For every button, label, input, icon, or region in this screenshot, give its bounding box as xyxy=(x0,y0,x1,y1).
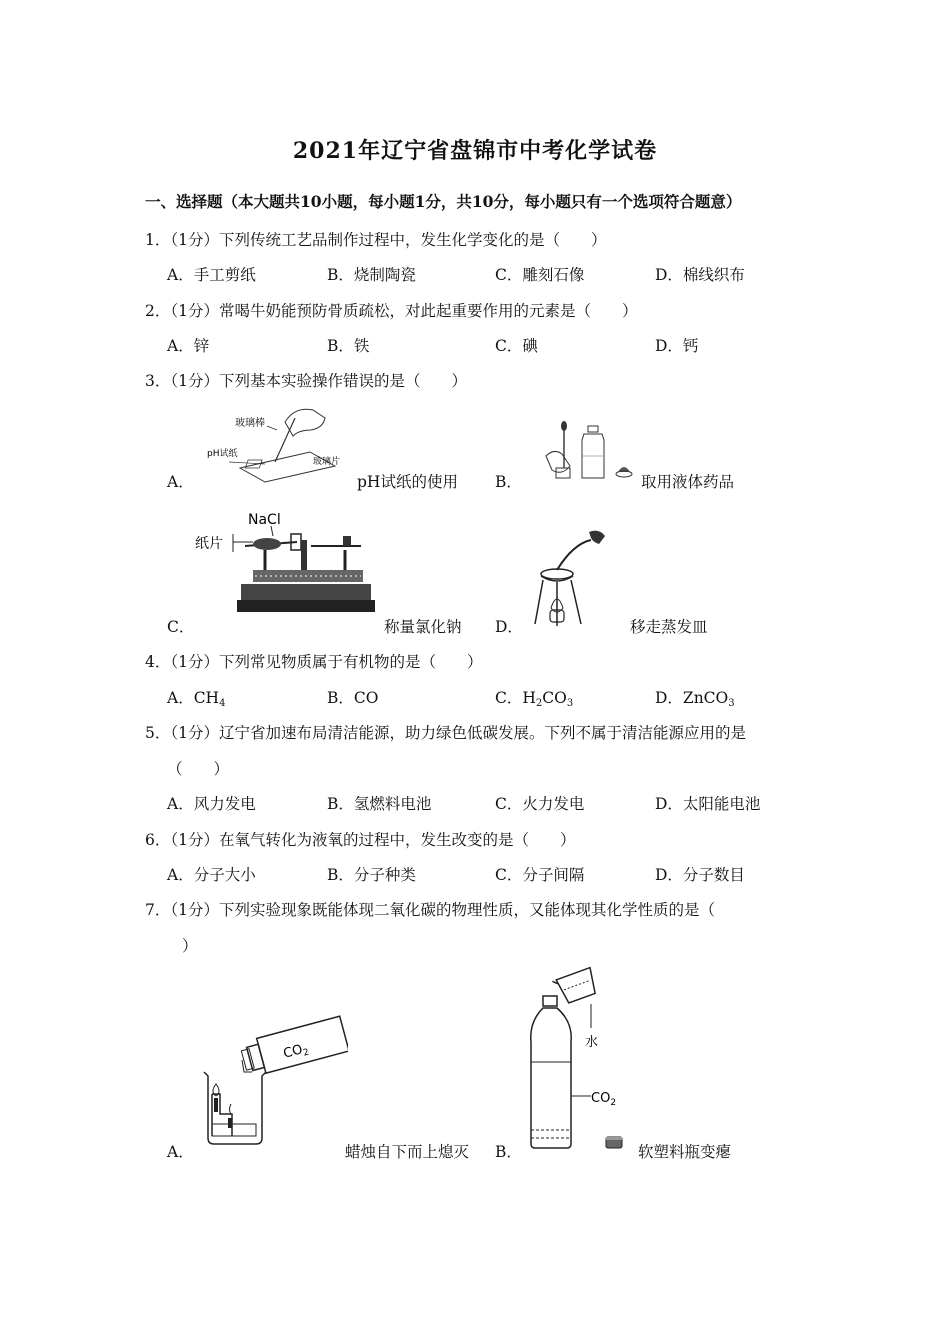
ph-test-figure xyxy=(195,400,355,490)
q5-option-c[interactable]: C．火力发电 xyxy=(495,795,585,813)
q3-option-d[interactable]: D． xyxy=(495,618,523,636)
dropper-figure xyxy=(540,418,640,484)
q4-option-d[interactable]: D．ZnCO$_3$ xyxy=(655,689,735,709)
co2-sub-a: 2 xyxy=(302,1047,311,1059)
q7-caption-b: 软塑料瓶变瘪 xyxy=(638,1143,732,1161)
q1-option-b[interactable]: B．烧制陶瓷 xyxy=(327,266,416,284)
question-4: 4．（1分）下列常见物质属于有机物的是（ ） xyxy=(145,653,483,671)
question-5: 5．（1分）辽宁省加速布局清洁能源，助力绿色低碳发展。下列不属于清洁能源应用的是 xyxy=(145,724,746,742)
question-6: 6．（1分）在氧气转化为液氧的过程中，发生改变的是（ ） xyxy=(145,831,576,849)
q5-option-d[interactable]: D．太阳能电池 xyxy=(655,795,761,813)
balance-figure xyxy=(193,506,378,621)
q2-option-d[interactable]: D．钙 xyxy=(655,337,699,355)
question-3: 3．（1分）下列基本实验操作错误的是（ ） xyxy=(145,372,467,390)
co2-sub-b: 2 xyxy=(610,1098,617,1108)
q6-option-b[interactable]: B．分子种类 xyxy=(327,866,416,884)
q3-caption-b: 取用液体药品 xyxy=(641,473,735,491)
plastic-bottle-figure xyxy=(525,962,635,1152)
q3-option-a[interactable]: A． xyxy=(167,473,194,491)
q3-option-c[interactable]: C． xyxy=(167,618,195,636)
q7-option-a[interactable]: A． xyxy=(167,1143,194,1161)
q3-caption-a: pH试纸的使用 xyxy=(357,473,458,491)
q1-option-c[interactable]: C．雕刻石像 xyxy=(495,266,585,284)
svg-text:CO2 xyxy=(282,1041,311,1064)
q1-option-a[interactable]: A．手工剪纸 xyxy=(167,266,256,284)
q6-option-d[interactable]: D．分子数目 xyxy=(655,866,745,884)
q3-caption-c: 称量氯化钠 xyxy=(384,618,462,636)
q4-option-b[interactable]: B．CO xyxy=(327,689,379,707)
section-heading: 一、选择题（本大题共10小题，每小题1分，共10分，每小题只有一个选项符合题意） xyxy=(145,192,742,211)
nacl-label: NaCl xyxy=(248,512,281,528)
q2-option-b[interactable]: B．铁 xyxy=(327,337,370,355)
q2-option-a[interactable]: A．锌 xyxy=(167,337,210,355)
q2-option-c[interactable]: C．碘 xyxy=(495,337,538,355)
q5-option-b[interactable]: B．氢燃料电池 xyxy=(327,795,432,813)
question-1: 1．（1分）下列传统工艺品制作过程中，发生化学变化的是（ ） xyxy=(145,231,607,249)
q4-option-c[interactable]: C．$H_2CO_3$ xyxy=(495,689,574,709)
candle-beaker-figure xyxy=(198,1014,348,1148)
q4-option-a[interactable]: A．$CH_4$ xyxy=(167,689,226,709)
question-5-cont: （ ） xyxy=(167,760,230,778)
water-label: 水 xyxy=(585,1035,599,1050)
co2-label-a: CO xyxy=(281,1042,305,1062)
question-2: 2．（1分）常喝牛奶能预防骨质疏松，对此起重要作用的元素是（ ） xyxy=(145,302,638,320)
q7-caption-a: 蜡烛自下而上熄灭 xyxy=(345,1143,470,1161)
q3-option-b[interactable]: B． xyxy=(495,473,522,491)
ph-paper-label: pH试纸 xyxy=(207,449,238,459)
q7-option-b[interactable]: B． xyxy=(495,1143,522,1161)
glass-slide-label: 玻璃片 xyxy=(313,457,341,467)
paper-label: 纸片 xyxy=(195,536,223,552)
glass-rod-label: 玻璃棒 xyxy=(235,418,265,429)
q6-option-a[interactable]: A．分子大小 xyxy=(167,866,256,884)
question-7-cont: ） xyxy=(182,937,198,955)
page-title: 2021年辽宁省盘锦市中考化学试卷 xyxy=(292,138,658,164)
q3-caption-d: 移走蒸发皿 xyxy=(630,618,708,636)
q6-option-c[interactable]: C．分子间隔 xyxy=(495,866,585,884)
question-7: 7．（1分）下列实验现象既能体现二氧化碳的物理性质，又能体现其化学性质的是（ xyxy=(145,901,715,919)
q5-option-a[interactable]: A．风力发电 xyxy=(167,795,256,813)
bottle-cap-icon xyxy=(604,1134,624,1150)
co2-label-b: CO xyxy=(591,1091,611,1106)
q1-option-d[interactable]: D．棉线织布 xyxy=(655,266,745,284)
evaporating-dish-figure xyxy=(533,526,613,630)
svg-text:CO2 xyxy=(591,1091,616,1108)
